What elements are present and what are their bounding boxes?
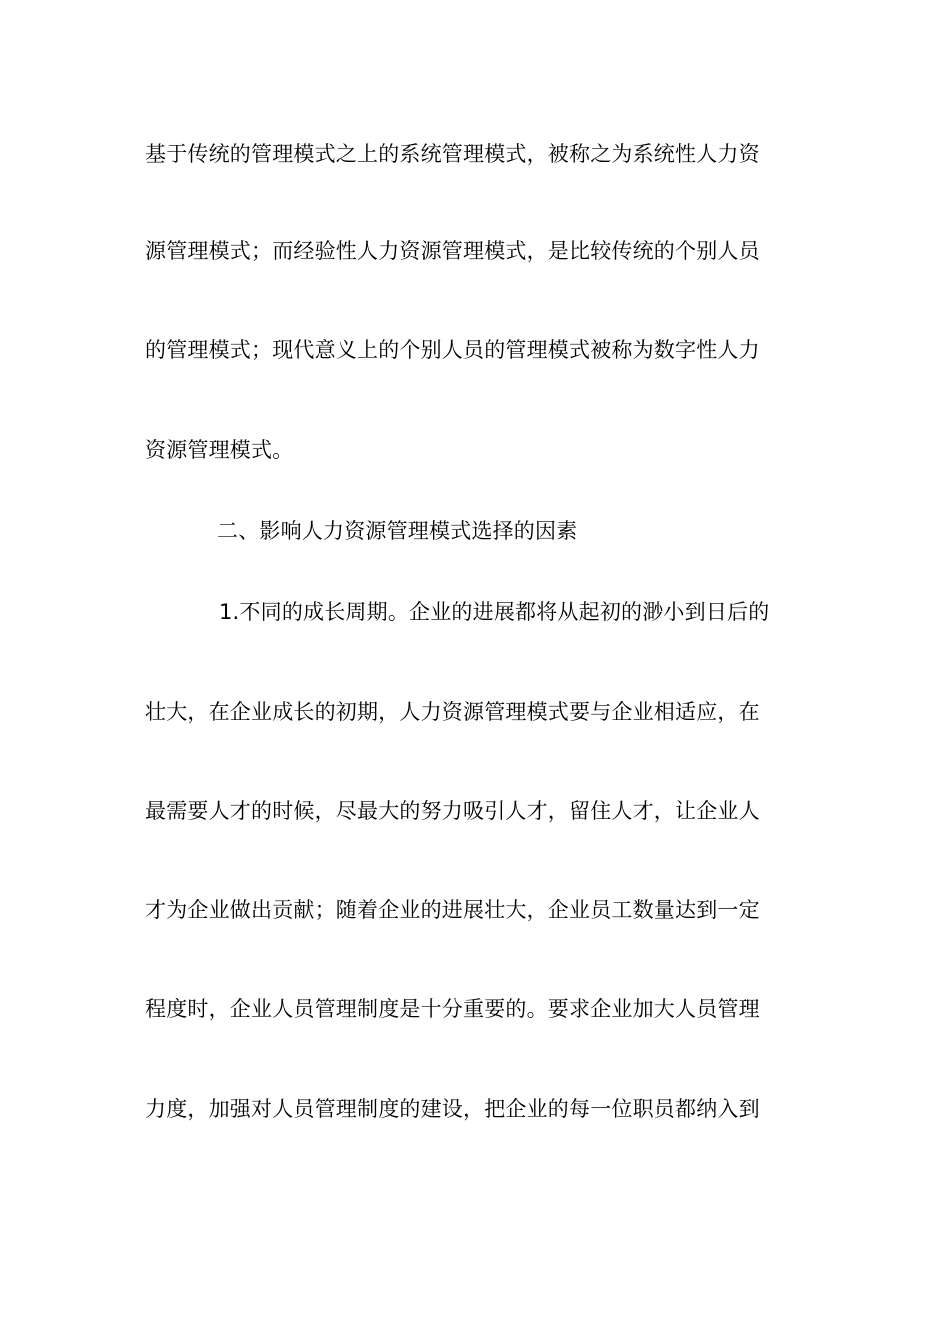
paragraph-line: 力度，加强对人员管理制度的建设，把企业的每一位职员都纳入到: [145, 1097, 760, 1121]
section-heading: 二、影响人力资源管理模式选择的因素: [217, 519, 578, 543]
paragraph-line: 壮大，在企业成长的初期，人力资源管理模式要与企业相适应，在: [145, 700, 760, 724]
paragraph-line: 程度时，企业人员管理制度是十分重要的。要求企业加大人员管理: [145, 997, 760, 1021]
paragraph-line: 最需要人才的时候，尽最大的努力吸引人才，留住人才，让企业人: [145, 799, 760, 823]
paragraph-line: 源管理模式；而经验性人力资源管理模式，是比较传统的个别人员: [145, 239, 760, 263]
paragraph-line: 资源管理模式。: [145, 438, 294, 462]
paragraph-line: 才为企业做出贡献；随着企业的进展壮大，企业员工数量达到一定: [145, 898, 760, 922]
paragraph-line: 基于传统的管理模式之上的系统管理模式，被称之为系统性人力资: [145, 142, 760, 166]
paragraph-line: 1.不同的成长周期。企业的进展都将从起初的渺小到日后的: [219, 600, 770, 624]
paragraph-line: 的管理模式；现代意义上的个别人员的管理模式被称为数字性人力: [145, 338, 760, 362]
